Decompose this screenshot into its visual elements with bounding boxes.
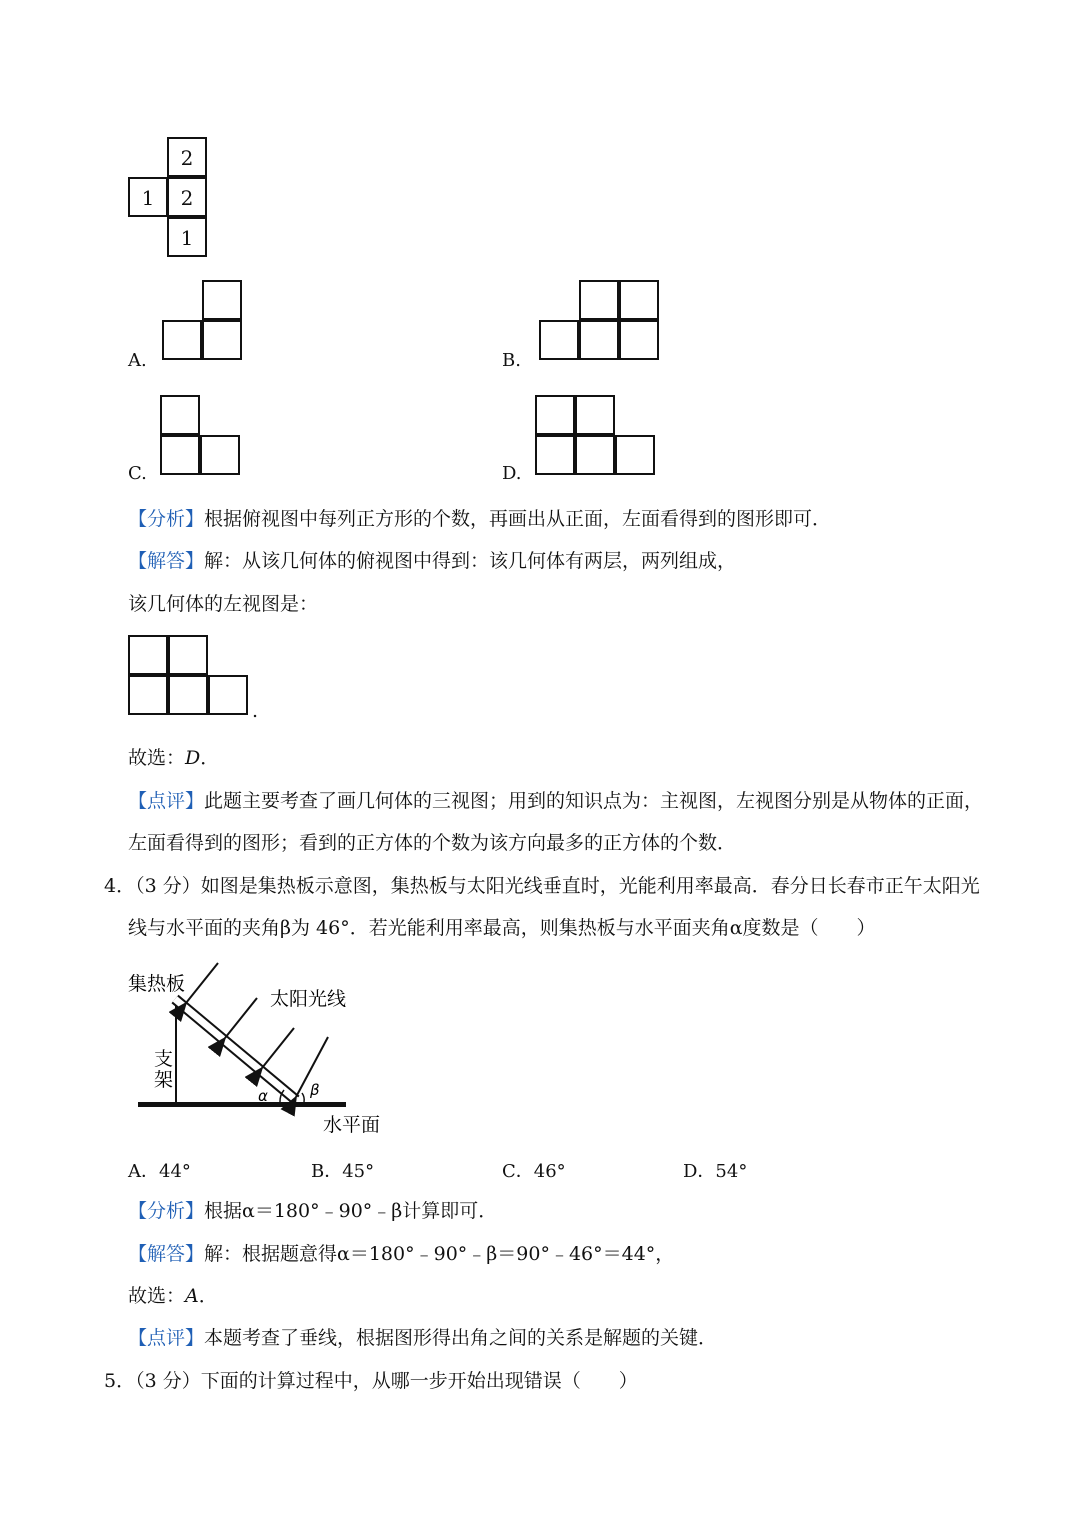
choice-suffix: ． (200, 747, 220, 769)
left-view-cell (168, 675, 208, 715)
option-cell (579, 320, 619, 360)
comment-text: 此题主要考查了画几何体的三视图；用到的知识点为：主视图，左视图分别是从物体的正面， (204, 790, 984, 812)
option-cell (575, 435, 615, 475)
option-d-label: D. (502, 463, 522, 484)
choice-letter: A (185, 1285, 199, 1307)
left-view-cell (128, 675, 168, 715)
sun-ray (262, 1028, 294, 1068)
q3-comment-line2: 左面看得到的图形；看到的正方体的个数为该方向最多的正方体的个数． (128, 832, 737, 854)
q3-left-view-text: 该几何体的左视图是： (128, 593, 319, 615)
option-b-label: B. (502, 350, 521, 371)
q3-answer (128, 547, 736, 575)
q4-option-b: B．45° (311, 1161, 375, 1182)
beta-arc (302, 1093, 304, 1102)
q4-option-d: D．54° (683, 1161, 748, 1182)
top-view-number: 2 (180, 186, 194, 210)
beta-label: β (310, 1081, 320, 1099)
q4-option-a: A．44° (128, 1161, 191, 1182)
option-cell (575, 395, 615, 435)
left-view-cell (168, 635, 208, 675)
option-a-label: A. (128, 350, 147, 371)
option-cell (615, 435, 655, 475)
answer-text: 解：根据题意得α＝180°﹣90°﹣β＝90°﹣46°＝44°， (204, 1243, 675, 1265)
left-view-cell (208, 675, 248, 715)
answer-tag: 【解答】 (128, 550, 205, 572)
comment-tag: 【点评】 (128, 1327, 205, 1349)
sun-label: 太阳光线 (270, 988, 347, 1010)
top-view-number: 2 (180, 146, 194, 170)
q4-answer (128, 1240, 674, 1268)
choice-prefix: 故选： (128, 747, 186, 769)
stand-label-1: 支 (154, 1048, 174, 1070)
comment-text: 本题考查了垂线，根据图形得出角之间的关系是解题的关键． (204, 1327, 718, 1349)
sun-ray (225, 998, 257, 1038)
q4-comment (128, 1324, 717, 1352)
q3-analysis (128, 505, 831, 533)
option-cell (160, 435, 200, 475)
option-cell (535, 435, 575, 475)
option-c-label: C. (128, 463, 147, 484)
option-cell (535, 395, 575, 435)
option-cell (162, 320, 202, 360)
q4-choice (128, 1282, 218, 1310)
option-cell (579, 280, 619, 320)
top-view-number: 1 (141, 186, 155, 210)
ground-label: 水平面 (323, 1114, 381, 1136)
q4-analysis (128, 1197, 497, 1225)
top-view-number: 1 (180, 226, 194, 250)
q3-comment (128, 787, 983, 815)
choice-prefix: 故选： (128, 1285, 186, 1307)
answer-text: 解：从该几何体的俯视图中得到：该几何体有两层，两列组成， (204, 550, 737, 572)
analysis-text: 根据俯视图中每列正方形的个数，再画出从正面，左面看得到的图形即可． (204, 508, 832, 530)
stand-label-2: 架 (154, 1069, 174, 1091)
q4-option-c: C．46° (502, 1161, 566, 1182)
choice-letter: D (185, 747, 201, 769)
analysis-tag: 【分析】 (128, 1200, 205, 1222)
alpha-label: α (258, 1087, 268, 1105)
solar-panel-figure (120, 955, 420, 1140)
panel-label: 集热板 (128, 973, 186, 995)
choice-suffix: ． (198, 1285, 218, 1307)
ground-line (138, 1102, 346, 1107)
q5-stem: 5．（3 分）下面的计算过程中，从哪一步开始出现错误（ ） (104, 1370, 638, 1392)
comment-tag: 【点评】 (128, 790, 205, 812)
q3-choice (128, 744, 219, 772)
option-cell (202, 280, 242, 320)
option-cell (619, 320, 659, 360)
sun-ray (186, 963, 218, 1003)
analysis-text: 根据α＝180°﹣90°﹣β计算即可． (204, 1200, 498, 1222)
q4-stem-line2: 线与水平面的夹角β为 46°．若光能利用率最高，则集热板与水平面夹角α度数是（ ） (128, 917, 876, 939)
option-cell (202, 320, 242, 360)
q4-stem-line1: 4．（3 分）如图是集热板示意图，集热板与太阳光线垂直时，光能利用率最高．春分日长春市正午太阳光 (104, 875, 980, 897)
option-cell (200, 435, 240, 475)
option-cell (160, 395, 200, 435)
option-cell (619, 280, 659, 320)
analysis-tag: 【分析】 (128, 508, 205, 530)
left-view-cell (128, 635, 168, 675)
answer-tag: 【解答】 (128, 1243, 205, 1265)
option-cell (539, 320, 579, 360)
left-view-period: . (252, 700, 259, 722)
